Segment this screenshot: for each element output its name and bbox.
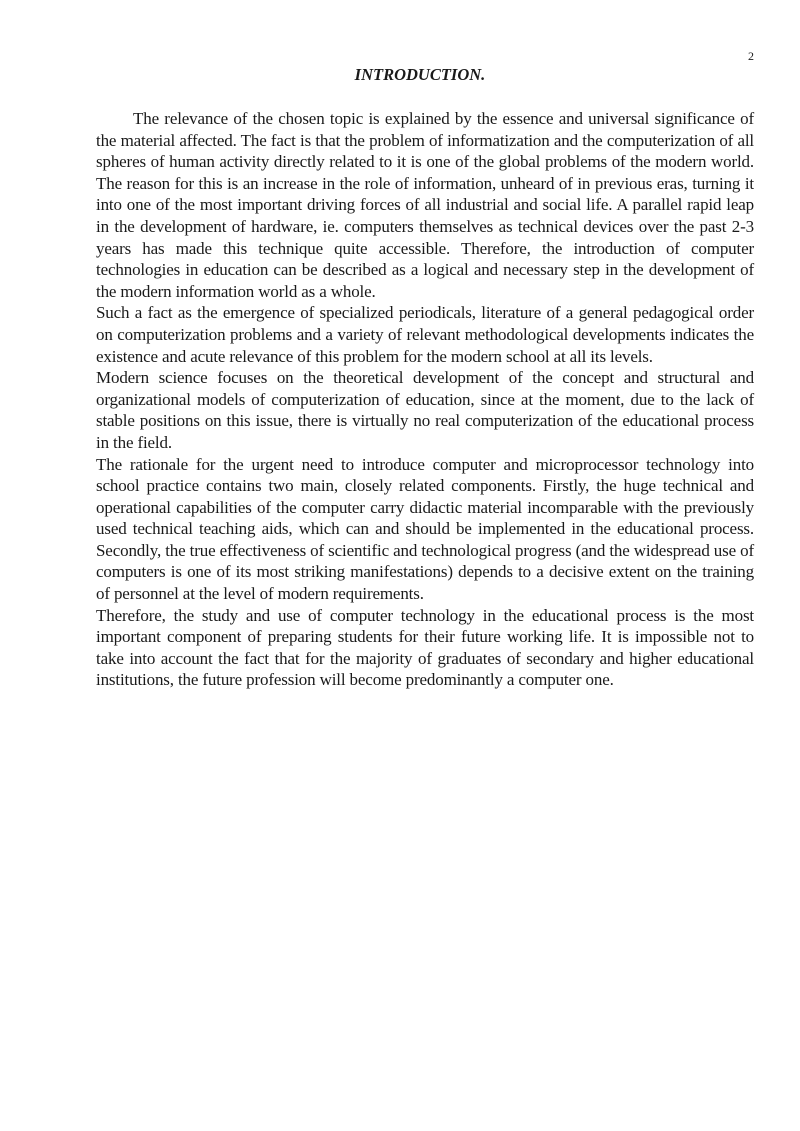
paragraph-3: Modern science focuses on the theoretical development of the concept and structural and organizational models of computerization of education, since at the moment, due to the lack of stable positions on this issue, there is virtually no real computerization of the educational process in the field. — [96, 368, 754, 452]
body-text — [96, 108, 754, 691]
page-number: 2 — [748, 49, 754, 63]
paragraph-2: Such a fact as the emergence of specialized periodicals, literature of a general pedagogical order on computerization problems and a variety of relevant methodological developments indicates the existence and acute relevance of this problem for the modern school at all its levels. — [96, 303, 754, 366]
document-title: INTRODUCTION. — [354, 65, 486, 84]
paragraph-5: Therefore, the study and use of computer technology in the educational process is the most important component of preparing students for their future working life. It is impossible not to take into account the fact that for the majority of graduates of secondary and higher educational institutions, the future profession will become predominantly a computer one. — [96, 605, 754, 690]
paragraph-4: The rationale for the urgent need to introduce computer and microprocessor technology into school practice contains two main, closely related components. Firstly, the huge technical and operational capabilities of the computer carry didactic material incomparable with the previously used technical teaching aids, which can and should be implemented in the educational process. Secondly, the true effectiveness of scientific and technological progress (and the widespread use of computers is one of its most striking manifestations) depends to a decisive extent on the training of personnel at the level of modern requirements. — [96, 454, 754, 604]
paragraph-1: The relevance of the chosen topic is explained by the essence and universal significance of the material affected. The fact is that the problem of informatization and the computerization of all spheres of human activity directly related to it is one of the global problems of the modern world. The reason for this is an increase in the role of information, unheard of in previous eras, turning it into one of the most important driving forces of all industrial and social life. A parallel rapid leap in the development of hardware, ie. computers themselves as technical devices over the past 2-3 years has made this technique quite accessible. Therefore, the introduction of computer technologies in education can be described as a logical and necessary step in the development of the modern information world as a whole. — [96, 109, 754, 301]
